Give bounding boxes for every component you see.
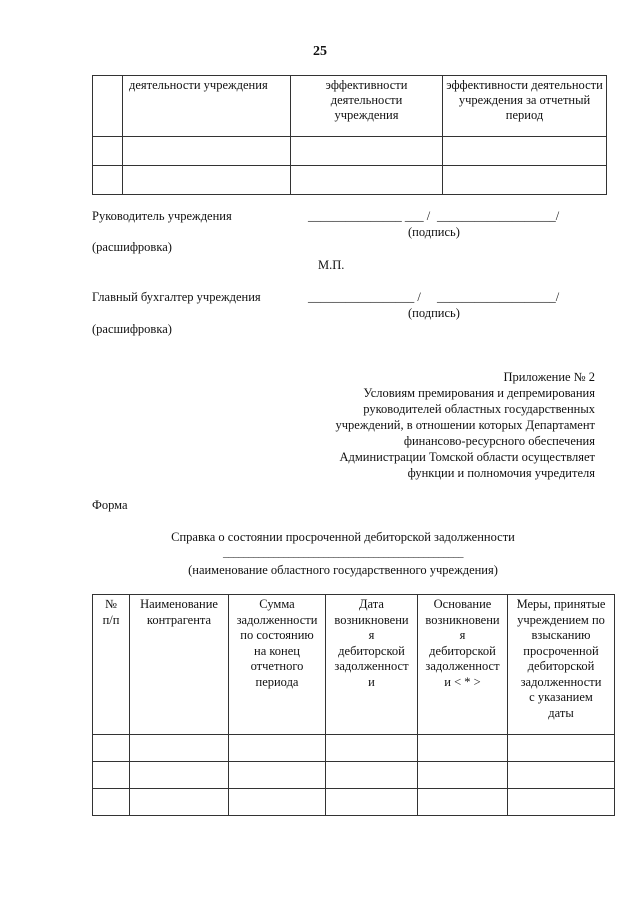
table-cell bbox=[123, 137, 291, 166]
table-row bbox=[93, 762, 615, 789]
table-cell bbox=[443, 137, 607, 166]
table-cell bbox=[508, 762, 615, 789]
header-line: взысканию bbox=[531, 628, 591, 642]
form-label: Форма bbox=[92, 498, 128, 512]
table-cell bbox=[291, 166, 443, 195]
header-line: я bbox=[459, 628, 466, 642]
header-number bbox=[93, 595, 130, 735]
header-line: п/п bbox=[102, 612, 120, 627]
table-cell bbox=[93, 789, 130, 816]
appendix-block bbox=[336, 369, 596, 481]
table-header-row bbox=[93, 76, 607, 137]
page-number: 25 bbox=[313, 44, 327, 59]
table-row bbox=[93, 789, 615, 816]
table-cell bbox=[418, 762, 508, 789]
institution-line: ________________________________________________ bbox=[223, 547, 463, 559]
stamp-label: М.П. bbox=[318, 258, 345, 272]
appendix-line: учреждений, в отношении которых Департамент bbox=[335, 418, 595, 432]
header-line: дебиторской bbox=[429, 643, 496, 658]
header-line: задолженност bbox=[425, 659, 500, 673]
header-line: Дата bbox=[359, 597, 384, 611]
table-cell bbox=[123, 166, 291, 195]
table-cell bbox=[130, 789, 229, 816]
appendix-line: Приложение № 2 bbox=[503, 370, 595, 384]
table-cell bbox=[326, 762, 418, 789]
header-measures bbox=[508, 595, 615, 735]
header-line: дебиторской bbox=[338, 643, 405, 658]
table-cell bbox=[326, 735, 418, 762]
table-header-cell bbox=[291, 76, 443, 137]
efficiency-table bbox=[92, 75, 607, 195]
header-counterparty bbox=[130, 595, 229, 735]
header-line: возникновени bbox=[425, 612, 500, 627]
appendix-line: руководителей областных государственных bbox=[363, 402, 595, 416]
receivables-table bbox=[92, 594, 615, 816]
table-header-cell bbox=[443, 76, 607, 137]
header-line: даты bbox=[548, 705, 574, 720]
table-cell bbox=[93, 735, 130, 762]
header-line: просроченной bbox=[523, 643, 599, 658]
accountant-name-line: ___________________/ bbox=[437, 290, 560, 304]
header-line: и bbox=[368, 674, 375, 689]
table-cell bbox=[418, 735, 508, 762]
form-title: Справка о состоянии просроченной дебиторской задолженности bbox=[171, 530, 515, 544]
head-label: Руководитель учреждения bbox=[92, 209, 232, 223]
header-line: контрагента bbox=[146, 612, 212, 627]
signature-caption: (подпись) bbox=[408, 306, 460, 320]
table-cell bbox=[291, 137, 443, 166]
header-basis bbox=[418, 595, 508, 735]
table-cell bbox=[443, 166, 607, 195]
table-row bbox=[93, 137, 607, 166]
table-cell bbox=[93, 166, 123, 195]
header-line: Меры, принятые bbox=[516, 597, 606, 611]
signature-caption: (подпись) bbox=[408, 225, 460, 239]
table-cell bbox=[93, 762, 130, 789]
accountant-signature-line: _________________ / bbox=[308, 290, 421, 304]
table-cell bbox=[229, 762, 326, 789]
header-line: Основание bbox=[433, 597, 492, 611]
header-line: на конец bbox=[254, 643, 300, 658]
header-line: задолженност bbox=[334, 659, 409, 673]
table-cell bbox=[93, 137, 123, 166]
header-line: и < * > bbox=[444, 674, 481, 689]
header-text: эффективности деятельности учреждения bbox=[325, 78, 408, 122]
table-cell bbox=[418, 789, 508, 816]
header-line: отчетного bbox=[250, 659, 304, 673]
table-row bbox=[93, 166, 607, 195]
header-line: задолженности bbox=[520, 674, 602, 689]
header-line: дебиторской bbox=[527, 659, 595, 673]
head-name-line: ___________________/ bbox=[437, 209, 560, 223]
table-header-cell: деятельности учреждения bbox=[123, 76, 291, 137]
header-line: по состоянию bbox=[240, 628, 314, 642]
table-cell bbox=[130, 735, 229, 762]
table-row bbox=[93, 735, 615, 762]
appendix-line: Условиям премирования и депремирования bbox=[363, 386, 595, 400]
header-date bbox=[326, 595, 418, 735]
table-cell bbox=[326, 789, 418, 816]
table-cell bbox=[508, 789, 615, 816]
header-line: возникновени bbox=[334, 612, 409, 627]
decoding-caption: (расшифровка) bbox=[92, 240, 172, 254]
header-line: № bbox=[105, 597, 117, 611]
header-line: периода bbox=[255, 674, 299, 689]
table-cell bbox=[508, 735, 615, 762]
appendix-line: финансово-ресурсного обеспечения bbox=[403, 434, 595, 448]
table-cell bbox=[130, 762, 229, 789]
header-line: учреждением по bbox=[517, 612, 605, 627]
decoding-caption: (расшифровка) bbox=[92, 322, 172, 336]
header-line: Наименование bbox=[140, 597, 218, 611]
header-line: с указанием bbox=[529, 690, 593, 704]
header-line: задолженности bbox=[236, 612, 318, 627]
header-text: эффективности деятельности учреждения за отчетный период bbox=[446, 78, 603, 122]
header-amount bbox=[229, 595, 326, 735]
header-line: Сумма bbox=[259, 597, 295, 611]
appendix-line: функции и полномочия учредителя bbox=[407, 466, 595, 480]
accountant-label: Главный бухгалтер учреждения bbox=[92, 290, 261, 304]
appendix-line: Администрации Томской области осуществляет bbox=[339, 450, 595, 464]
table-header-row bbox=[93, 595, 615, 735]
table-cell bbox=[229, 789, 326, 816]
table-cell bbox=[93, 76, 123, 137]
table-cell bbox=[229, 735, 326, 762]
header-line: я bbox=[368, 628, 375, 642]
head-signature-line: _______________ ___ / bbox=[308, 209, 431, 223]
institution-caption: (наименование областного государственного учреждения) bbox=[188, 563, 498, 577]
